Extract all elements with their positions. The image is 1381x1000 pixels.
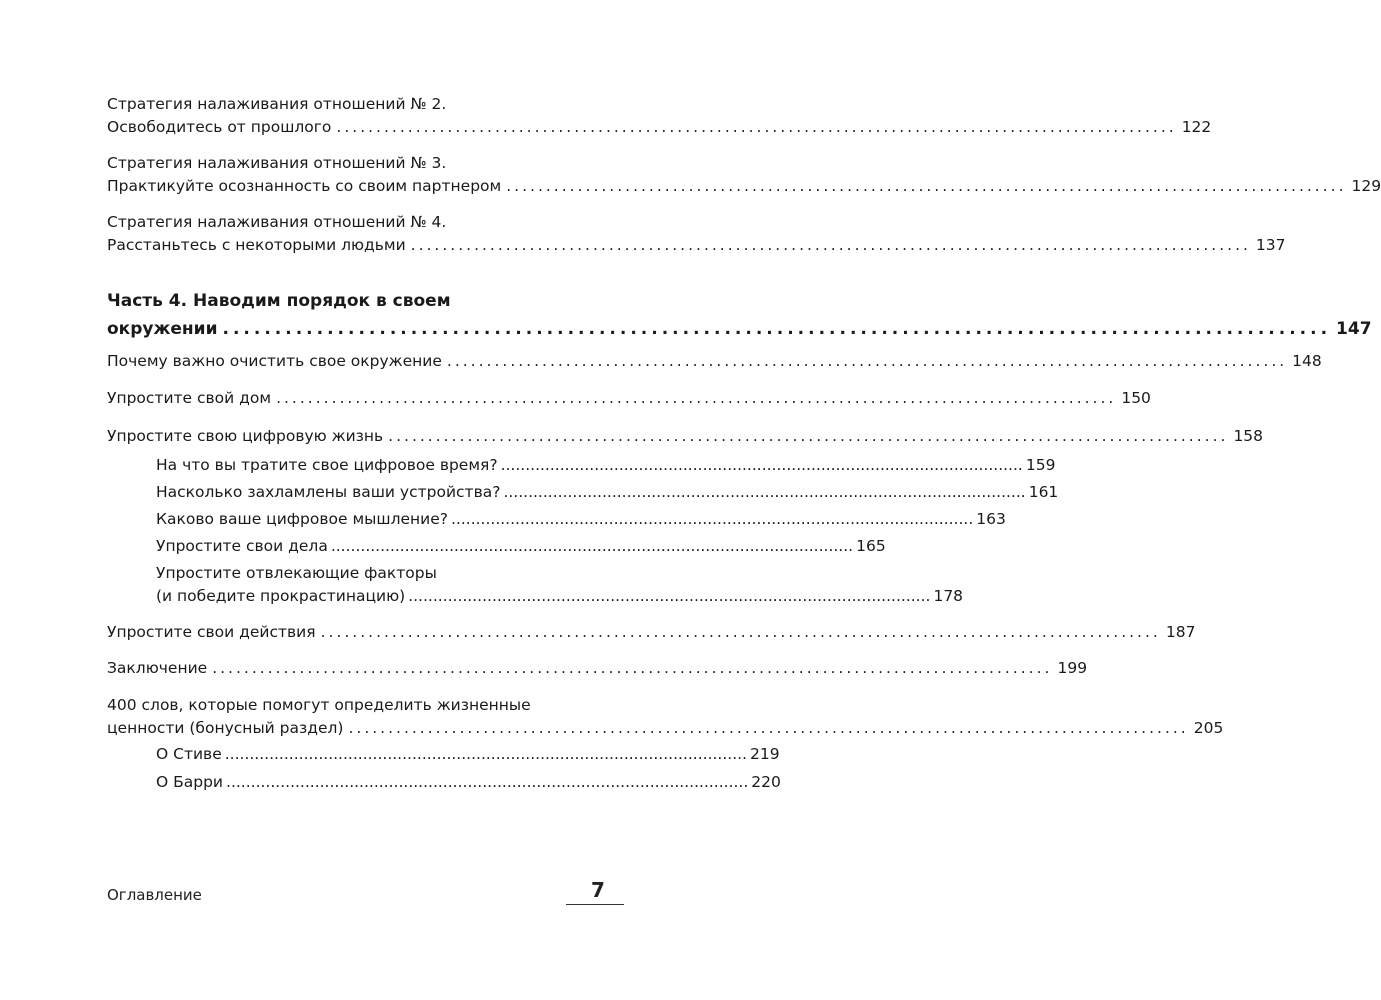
dot-leader: .......................................................................................................... bbox=[446, 352, 1288, 370]
dot-leader: .......................................................................................................... bbox=[336, 118, 1177, 136]
toc-entry bbox=[107, 211, 1286, 257]
toc-entry bbox=[107, 350, 1322, 373]
toc-page-number: 159 bbox=[1025, 456, 1056, 474]
toc-entry-title-line1: Стратегия налаживания отношений № 2. bbox=[107, 95, 447, 113]
toc-page-number: 147 bbox=[1336, 319, 1372, 339]
dot-leader: .......................................................................................................... bbox=[503, 483, 1026, 501]
dot-leader: .......................................................................................................... bbox=[500, 456, 1023, 474]
toc-entry bbox=[107, 694, 1224, 740]
toc-page-number: 178 bbox=[933, 587, 964, 605]
toc-entry bbox=[107, 152, 1381, 198]
part-title-line1: Часть 4. Наводим порядок в своем bbox=[107, 291, 451, 311]
toc-page-number: 129 bbox=[1351, 177, 1381, 195]
toc-page-number: 165 bbox=[856, 537, 886, 555]
dot-leader: .......................................................................................................... bbox=[408, 587, 931, 605]
page-number: 7 bbox=[591, 878, 605, 902]
toc-subentry bbox=[156, 743, 780, 766]
dot-leader: .......................................................................................................... bbox=[450, 510, 974, 528]
dot-leader: .......................................................................................................... bbox=[224, 745, 747, 763]
toc-entry-title: Почему важно очистить свое окружение bbox=[107, 352, 442, 370]
toc-entry-title-line2: Освободитесь от прошлого bbox=[107, 118, 332, 136]
toc-entry-title-line1: 400 слов, которые помогут определить жизненные bbox=[107, 696, 531, 714]
toc-entry bbox=[107, 425, 1264, 448]
toc-entry-title: Упростите свои действия bbox=[107, 623, 316, 641]
toc-subentry bbox=[156, 508, 1006, 531]
dot-leader: .......................................................................................................... bbox=[348, 719, 1189, 737]
dot-leader: .......................................................................................................... bbox=[388, 427, 1229, 445]
toc-page-number: 150 bbox=[1121, 389, 1151, 407]
toc-entry-title-line2: Практикуйте осознанность со своим партнером bbox=[107, 177, 502, 195]
dot-leader: .......................................................................................................... bbox=[222, 319, 1332, 339]
toc-entry-title: Упростите свой дом bbox=[107, 389, 272, 407]
toc-subentry-title: Упростите свои дела bbox=[156, 537, 328, 555]
toc-page-number: 122 bbox=[1181, 118, 1212, 136]
toc-page-number: 219 bbox=[750, 745, 780, 763]
dot-leader: .......................................................................................................... bbox=[330, 537, 854, 555]
toc-entry bbox=[107, 387, 1151, 410]
toc-page-number: 187 bbox=[1165, 623, 1196, 641]
toc-entry-title: Упростите свою цифровую жизнь bbox=[107, 427, 384, 445]
toc-page-number: 161 bbox=[1028, 483, 1059, 501]
toc-entry bbox=[107, 657, 1088, 680]
dot-leader: .......................................................................................................... bbox=[276, 389, 1117, 407]
toc-subentry-title: Каково ваше цифровое мышление? bbox=[156, 510, 448, 528]
toc-subentry bbox=[156, 771, 781, 794]
toc-page-number: 158 bbox=[1233, 427, 1264, 445]
toc-page-number: 163 bbox=[976, 510, 1006, 528]
toc-part-heading bbox=[107, 287, 1372, 343]
toc-page-number: 148 bbox=[1292, 352, 1322, 370]
toc-subentry-title: На что вы тратите свое цифровое время? bbox=[156, 456, 498, 474]
toc-subentry bbox=[156, 481, 1059, 504]
toc-entry-title-line2: ценности (бонусный раздел) bbox=[107, 719, 344, 737]
toc-entry-title: Заключение bbox=[107, 659, 208, 677]
toc-subentry-title-line2: (и победите прокрастинацию) bbox=[156, 587, 406, 605]
toc-entry-title-line2: Расстаньтесь с некоторыми людьми bbox=[107, 236, 406, 254]
toc-entry bbox=[107, 93, 1212, 139]
toc-entry-title-line1: Стратегия налаживания отношений № 4. bbox=[107, 213, 447, 231]
toc-page-number: 199 bbox=[1057, 659, 1088, 677]
dot-leader: .......................................................................................................... bbox=[506, 177, 1347, 195]
toc-entry bbox=[107, 621, 1196, 644]
dot-leader: .......................................................................................................... bbox=[410, 236, 1251, 254]
toc-page-number: 205 bbox=[1193, 719, 1224, 737]
running-footer-title: Оглавление bbox=[107, 886, 202, 904]
dot-leader: .......................................................................................................... bbox=[320, 623, 1161, 641]
footer-rule bbox=[566, 904, 624, 905]
toc-subentry-title: О Стиве bbox=[156, 745, 222, 763]
toc-subentry bbox=[156, 535, 886, 558]
toc-subentry-title-line1: Упростите отвлекающие факторы bbox=[156, 564, 437, 582]
toc-subentry bbox=[156, 454, 1056, 477]
toc-subentry-title: Насколько захламлены ваши устройства? bbox=[156, 483, 501, 501]
toc-page-number: 137 bbox=[1255, 236, 1286, 254]
toc-entry-title-line1: Стратегия налаживания отношений № 3. bbox=[107, 154, 447, 172]
toc-subentry-title: О Барри bbox=[156, 773, 224, 791]
toc-page-number: 220 bbox=[751, 773, 781, 791]
toc-subentry bbox=[156, 562, 964, 608]
dot-leader: .......................................................................................................... bbox=[226, 773, 749, 791]
dot-leader: .......................................................................................................... bbox=[212, 659, 1053, 677]
part-title-line2: окружении bbox=[107, 319, 218, 339]
